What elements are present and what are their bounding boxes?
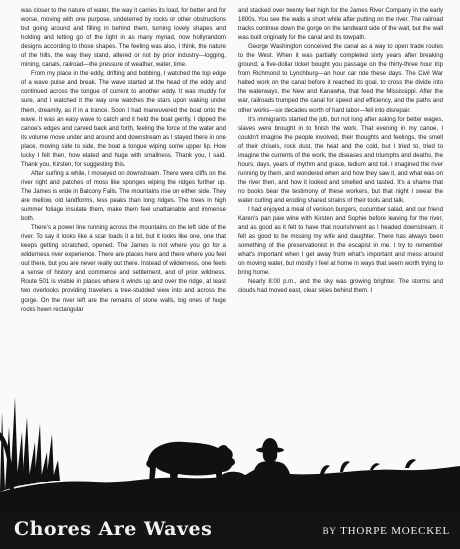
paragraph: From my place in the eddy, drifting and bobbing, I watched the top edge of a wave pulse and break. The wave started at the head of the eddy and continued across the tongue of current to another eddy. It was muddy for sure, and I watched it the way one watches the stars upon waking under them, dreamily, as if in a trance. Soon I had maneuvered the boat onto the wave. It was an easy wave to catch and it held the boat gently. I dipped the canoe's edges and carved back and forth, feeling the force of the water and its volume move under and around and downstream as I stayed there in one place, moving side to side, the boat a tongue wiping some upper lip. How lucky I felt then, how elated and huge with smallness. Thank you, I said. Thank you, Kirsten, for suggesting this. <box>21 71 226 168</box>
paragraph: There's a power line running across the mountains on the left side of the river. To say it looks like a scar loads it a bit, but it looks like one, one that keeps getting scratched, opened. The James is not where you go for a wilderness river experience. There are places here and there where you feel out there, but you are never really out there. Instead of wilderness, one feels a sense of history and commerce and settlement, and of prior wildness. Route 501 is visible in places where it winds up and over the ridge, at least two overlooks providing travelers a tree-studded view into and across the gorge. On the river left are the remains of stone walls, big ones of huge rocks hewn rectangular <box>21 225 226 313</box>
byline-author: THORPE MOECKEL <box>340 525 450 537</box>
byline-prefix: BY <box>322 526 337 536</box>
paragraph: I had enjoyed a meal of venison burgers, cucumber salad, and our friend Karen's pan paw wine with Kirsten and Sophie before leaving for the river, and as good as it felt to have that nourishment as I headed downstream, it felt as good to be missing my wife and daughter. There has always been something of the preservationist in the escapist in me. I try to remember what's important when I get away from what's important and mess around on moving water, but mostly I feel at home in ways that seem worth trying to bring home. <box>238 207 443 277</box>
article-body <box>21 7 443 367</box>
paragraph: was closer to the nature of water, the way it carries its load, for better and for worse, moving with one purpose, undeterred by rocks or other obstructions but going around and filling in behind them, turning lovely shapes and holding and letting go of the light in as many myriad, now hollyrandom designs according to those shapes. The feeling was also, I think, the nature of the hills, the way they stand, altered or not by prior industry—logging, mining, canals, railroad—the pressure of weather, water, time. <box>21 8 226 69</box>
silhouette-illustration <box>0 372 460 514</box>
grass-silhouette <box>0 397 60 492</box>
paragraph: and stacked over twenty feet high for the James River Company in the early 1800s. You see the walls a short while after putting on the river. The railroad tracks continue down the gorge on the landward side of the wall, but the wall was built originally for the canal and its towpath. <box>238 8 443 42</box>
paragraph: After surfing a while, I moseyed on downstream. There were cliffs on the river right and patches of moss like sponges wiping the ridges further up. The James is wide in Balcony Falls. The mountains rise on either side. They are mellow, old landforms, less peaks than long ridges. The trees in high summer foliage insulate them, make them feel unattainable and immense both. <box>21 170 226 223</box>
article-left-column <box>21 7 226 367</box>
article-right-column <box>238 7 443 367</box>
article-title: Chores Are Waves <box>14 518 213 540</box>
article-byline <box>323 525 450 537</box>
paragraph: Nearly 8:00 p.m., and the sky was growing brighter. The storms and clouds had moved east, clear skies behind them. I <box>238 279 443 295</box>
paragraph: It's immigrants started the job, but not long after asking for better wages, slaves were brought in to finish the work. That evening in my canoe, I couldn't imagine the people involved, their thoughts and feelings, the smell of their chisels, rock dust, the heat and the cold, but I tried to, tried to imagine the currents of the work, the diseases and triumphs and deaths, the hours, days, years of rhythm and grace, tedium and toil. I imagined the river running by them, and wondered when and how they saw it, and what was on the river then, and how it looked and smelled and tasted. It's a shame that no books bear the testimony of these workers, but that night I swear the water curling and eroding shared strains of their tools and talk. <box>238 116 443 204</box>
paragraph: George Washington conceived the canal as a way to open trade routes to the West. When it was partially completed sixty years after breaking ground, a five-dollar ticket bought you passage on the thirty-three hour trip from Richmond to Lynchburg—an hour car ride these days. The Civil War halted work on the canal before it reached its goal, to cross the divide into the waterways, the New and Kanawha, that feed the Mississippi. After the war, railroads trumped the canal for speed and efficiency, and the paths and other works—six decades worth of hard labor—fell into disrepair. <box>238 44 443 114</box>
